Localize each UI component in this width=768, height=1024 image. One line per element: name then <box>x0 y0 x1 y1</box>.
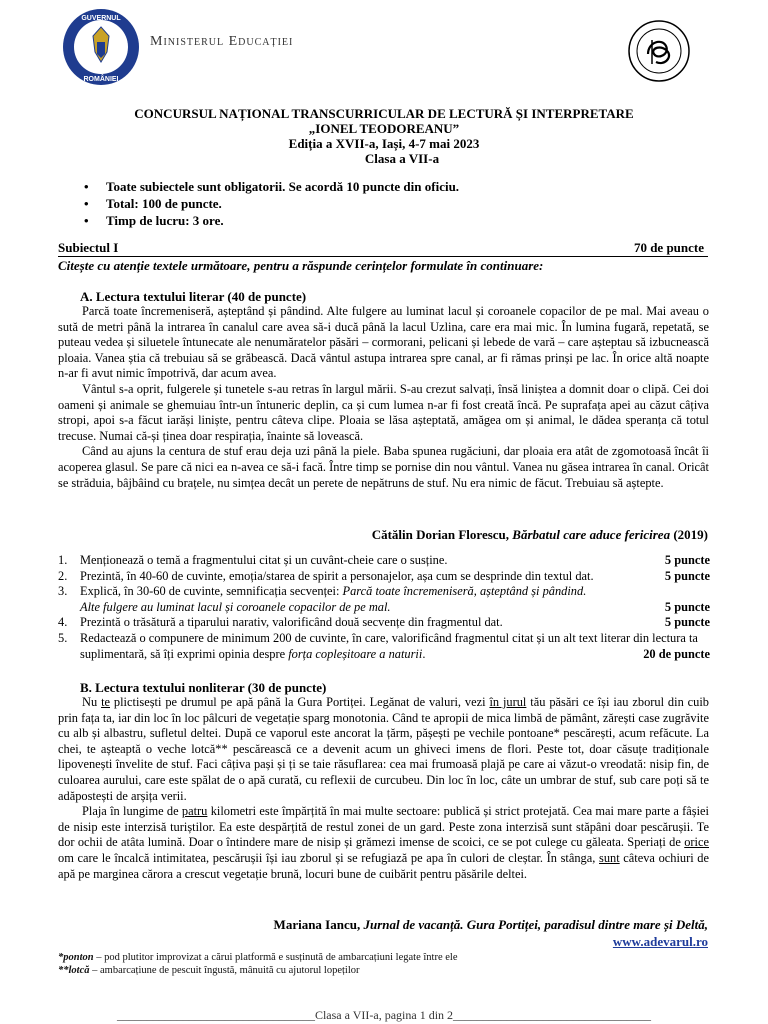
page-footer: _________________________________Clasa a VII-a, pagina 1 din 2_________________________________ <box>116 1008 652 1022</box>
source-year: (2019) <box>673 527 708 542</box>
exam-rules-list <box>84 178 459 229</box>
subject-points: 70 de puncte <box>633 240 704 255</box>
question-number: 1. <box>58 553 68 567</box>
paragraph: Când au ajuns la centura de stuf erau deja uzi până la piele. Baba spunea rugăciuni, dar ploaia era atât de zgomotoasă încât îi acoperea glasul. Se pare că nici ea n-avea ce să-i facă. Între timp se pornise din nou vântul. Vanea nu găsea intrarea în canal. Oricât se străduia, bâjbâind cu brațele, nu simțea decât un perete de nepătruns de stuf. Nu era nimic de făcut. Trebuiau să aștepte. <box>58 444 709 490</box>
text-run: om care le încalcă intimitatea, pescărușii își iau zborul și se refugiază pe apa în culori de cleștar. În stânga, <box>58 850 599 865</box>
footnotes <box>58 951 457 977</box>
paragraph: Vântul s-a oprit, fulgerele și tunetele s-au retras în largul mării. S-au crezut salvați, însă liniștea a domnit doar o clipă. Cei doi oameni și animale se ghemuiau într-un întuneric deplin, ca și cum lumea n-ar fi fost creată încă. Pe suprafața apei au căzut câțiva stropi, apoi s-a făcut iarăși liniște, pentru câteva clipe. Ploaia se lăsa așteptată, amăgea om și animal, le dădea speranța că totul trecuse. Numai că-și ținea doar respirația, înainte să lovească. <box>58 381 709 443</box>
contest-title <box>0 106 768 166</box>
rule-item: • Toate subiectele sunt obligatorii. Se acordă 10 puncte din oficiu. <box>84 178 459 195</box>
title-line-2: „IONEL TEODOREANU” <box>308 121 460 136</box>
text-run: câteva ochiuri de apă pe marginea cărora a crescut vegetație brună, locuri bune de cuibărit pentru păsările deltei. <box>58 850 709 881</box>
question-points: 5 puncte <box>664 599 710 614</box>
underlined-word: patru <box>181 804 208 819</box>
question-number: 4. <box>58 615 68 630</box>
text-run: kilometri este împărțită în mai multe sectoare: publică și strict protejată. Cea mai mare parte a fâșiei de nisip este interzisă turiștilor. Ea este despărțită de restul zonei de un gard. Peste zona interzisă sunt stăpâni doar pescărușii. Te dor ochii de atâta lumină. Doar o întindere mare de nisip și grămezi imense de scoici, ce se pot culege cu găleata. Speriați de <box>58 804 709 850</box>
question-points: 5 puncte <box>664 553 710 567</box>
nonliterary-source <box>274 917 708 933</box>
source-author: Mariana Iancu, <box>273 917 361 932</box>
paragraph: Parcă toate încremeniseră, așteptând și pândind. Alte fulgere au luminat lacul și coroanele copacilor de pe mal. Mai aveau o sută de metri până la intrarea în canalul care avea să-i ducă până la lacul Uzlina, care era mai mic. În lumina fugară, repetată, se puteau vedea și siluetele întunecate ale nenumăratelor păsări – cormorani, pelicani și lebede de vară – care așteptau să izbucnească ploaia. Vanea știa că trebuiau să se grăbească. Dacă vântul astupa intrarea spre canal, ar fi rămas prinși pe lac. În orice altă noapte n-ar fi avut nimic împotrivă, dar acum avea. <box>58 304 709 381</box>
rule-item: • Timp de lucru: 3 ore. <box>84 212 459 229</box>
question-end: . <box>422 646 426 661</box>
title-line-4: Clasa a VII-a <box>364 151 440 166</box>
subject-heading <box>58 240 708 257</box>
literary-text <box>58 304 709 491</box>
footnote-term: *ponton <box>58 952 94 963</box>
question-text: Explică, în 30-60 de cuvinte, semnificația secvenței: <box>80 584 343 599</box>
title-line-3: Ediția a XVII-a, Iași, 4-7 mai 2023 <box>288 136 480 151</box>
questions-list <box>58 553 710 662</box>
text-run: tău păsări ce își iau zborul din cuib prin fața ta, iar din loc în loc pâlcuri de vegetație sparg monotonia. Când te apropii de mica limbă de pământ, zărești case zugrăvite cu alb și albastru, sufletul deltei. După ce vaporul este ancorat la țărm, pășești pe vechile pontoane* pescărești, acum refăcute. La chei, te așteaptă o veche lotcă** pescărească ce a devenit acum un ghiveci imens de flori. Peste tot, doar căsuțe tradiționale lipovenești învelite de stuf. Faci câțiva pași și ți se taie răsuflarea: cea mai frumoasă plajă pe care ai văzut-o vreodată: nisip fin, de culoarea aurului, care este spălat de o apă curată, cu reflexii de curcubeu. Din loc în loc, câte un umbrar de stuf, sub care poți să te adăpostești de arșița verii. <box>58 695 709 803</box>
paragraph <box>58 695 709 804</box>
source-author: Cătălin Dorian Florescu, <box>371 527 510 542</box>
question-number: 3. <box>58 584 68 599</box>
underlined-word: sunt <box>599 850 620 865</box>
footnote-text: – pod plutitor improvizat a cărui platformă e susținută de ambarcațiuni legate între ele <box>93 952 458 963</box>
underlined-word: te <box>101 695 111 709</box>
question-item <box>58 615 710 631</box>
question-item <box>58 569 710 585</box>
title-line-1: CONCURSUL NAȚIONAL TRANSCURRICULAR DE LECTURĂ ȘI INTERPRETARE <box>134 106 634 121</box>
question-text: Menționează o temă a fragmentului citat și un cuvânt-cheie care o susține. <box>80 553 448 567</box>
section-a-heading: A. Lectura textului literar (40 de puncte) <box>80 289 307 304</box>
question-text: Redactează o compunere de minimum 200 de cuvinte, în care, valorificând fragmentul citat și un alt text literar din lectura ta suplimentară, să îți exprimi opinia despre <box>80 630 698 661</box>
footnote-text: – ambarcațiune de pescuit îngustă, mânuită cu ajutorul lopeților <box>89 965 360 976</box>
paragraph <box>58 804 709 882</box>
footnote-term: **lotcă <box>58 965 90 976</box>
text-run: Plaja în lungime de <box>82 804 182 819</box>
romanian-government-logo <box>62 8 140 86</box>
subject-label: Subiectul I <box>58 240 119 255</box>
question-quote-2: Alte fulgere au luminat lacul și coroanele copacilor de pe mal. <box>80 599 391 614</box>
school-emblem-logo <box>628 20 690 82</box>
nonliterary-text <box>58 695 709 882</box>
question-quote-line <box>80 600 710 616</box>
instruction: Citește cu atenție textele următoare, pentru a răspunde cerințelor formulate în continuare: <box>58 258 544 273</box>
text-run: Nu <box>82 695 98 709</box>
question-text: Prezintă o trăsătură a tiparului narativ, valorificând două secvențe din fragmentul dat. <box>80 615 503 630</box>
question-item <box>58 631 710 662</box>
source-work: Bărbatul care aduce fericirea <box>512 527 671 542</box>
source-link[interactable]: www.adevarul.ro <box>612 934 708 949</box>
question-text: Prezintă, în 40-60 de cuvinte, emoția/starea de spirit a personajelor, așa cum se desprinde din textul dat. <box>80 568 594 583</box>
text-run: plictisești pe drumul pe apă până la Gura Portiței. Legănat de valuri, vezi <box>110 695 490 709</box>
page-header <box>0 0 768 90</box>
source-work: Jurnal de vacanță. Gura Portiței, paradisul dintre mare și Deltă, <box>363 917 708 932</box>
underlined-word: în jurul <box>489 695 527 709</box>
svg-text:GUVERNUL: GUVERNUL <box>81 15 121 22</box>
question-item <box>58 553 710 569</box>
ministry-name: Ministerul Educației <box>150 34 294 49</box>
section-b-heading: B. Lectura textului nonliterar (30 de puncte) <box>80 680 327 695</box>
underlined-word: orice <box>684 835 709 850</box>
question-points: 20 de puncte <box>643 646 710 661</box>
rule-item: • Total: 100 de puncte. <box>84 195 459 212</box>
question-points: 5 puncte <box>664 615 710 630</box>
svg-text:ROMÂNIEI: ROMÂNIEI <box>83 76 119 83</box>
question-number: 5. <box>58 630 68 645</box>
question-number: 2. <box>58 568 68 583</box>
footnote <box>58 951 457 964</box>
literary-source <box>372 527 708 543</box>
question-quote: forța copleșitoare a naturii <box>288 646 423 661</box>
question-item <box>58 584 710 615</box>
footnote <box>58 964 457 977</box>
question-points: 5 puncte <box>664 568 710 583</box>
question-quote: Parcă toate încremeniseră, așteptând și pândind. <box>342 584 587 599</box>
